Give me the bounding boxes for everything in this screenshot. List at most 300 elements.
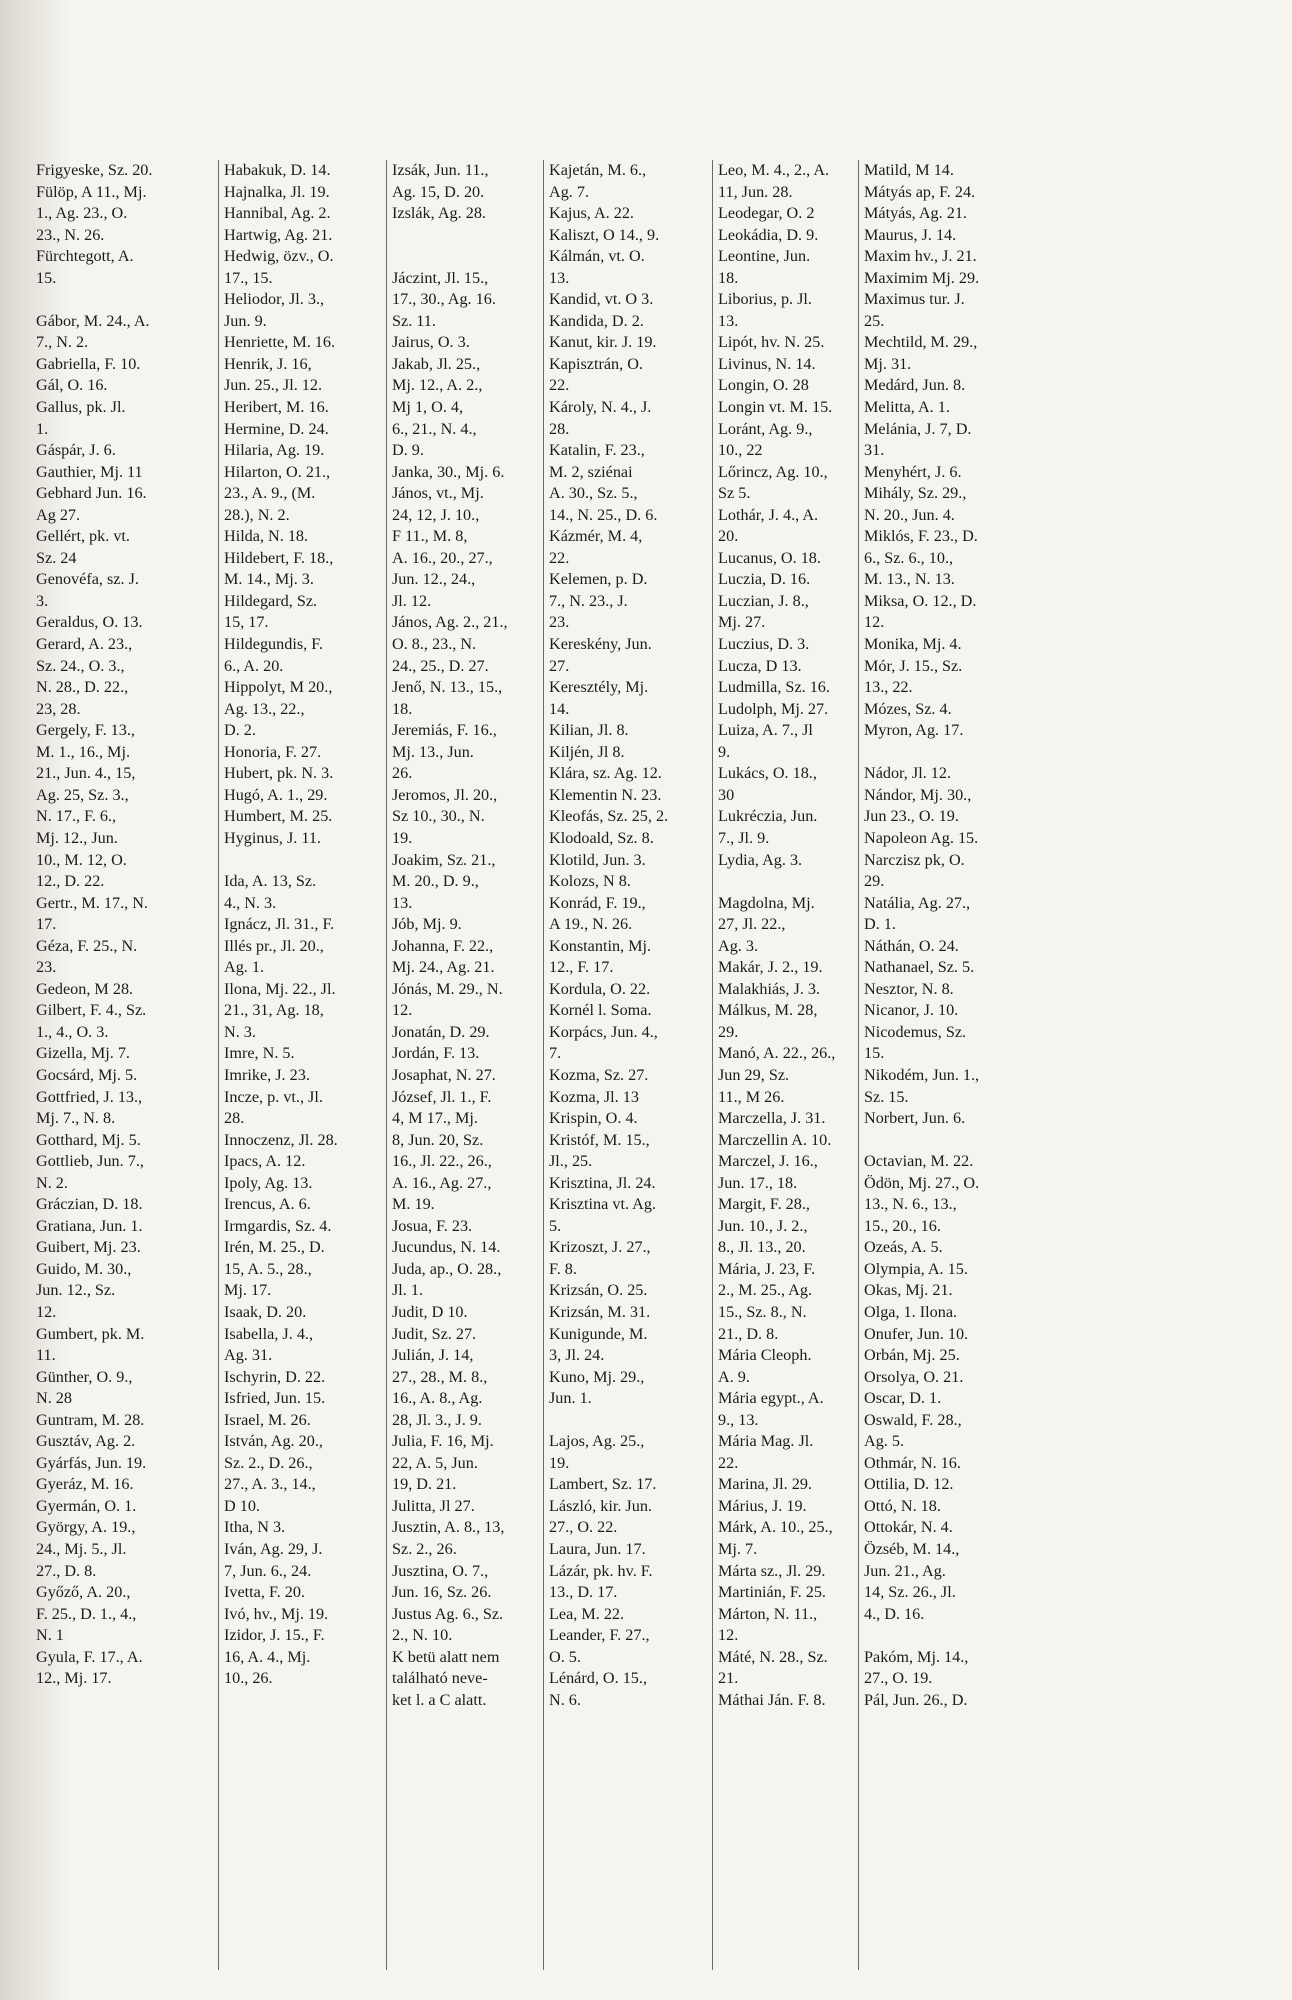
index-entry-line: 24., 25., D. 27. [392, 656, 489, 675]
index-entry-line: Kanut, kir. J. 19. [549, 333, 657, 352]
index-entry-line: N. 2. [36, 1173, 68, 1192]
index-entry-line: Martinián, F. 25. [718, 1583, 826, 1602]
index-entry-line: Sz. 24 [36, 548, 77, 567]
index-entry-line: Manó, A. 22., 26., [718, 1044, 836, 1063]
index-entry-line: Sz 10., 30., N. [392, 807, 485, 826]
index-entry-line: 28. [549, 419, 570, 438]
index-entry-line: Málkus, M. 28, [718, 1001, 818, 1020]
index-entry-line: Israel, M. 26. [224, 1410, 311, 1429]
column-g [36, 160, 212, 1970]
index-entry-line: Gellért, pk. vt. [36, 527, 130, 546]
index-entry-line [864, 742, 1014, 764]
index-entry-line: 23. [36, 958, 57, 977]
index-entry-line: Kálmán, vt. O. [549, 247, 645, 266]
index-entry-line: N. 28., D. 22., [36, 678, 129, 697]
index-entry-line: Natália, Ag. 27., [864, 893, 971, 912]
index-entry-line: Joakim, Sz. 21., [392, 850, 496, 869]
index-entry-line: Sz 5. [718, 484, 751, 503]
index-entry-line: 27., A. 3., 14., [224, 1475, 316, 1494]
index-entry-line: Klementin N. 23. [549, 785, 662, 804]
index-entry-line: 10., M. 12, O. [36, 850, 127, 869]
index-entry-line: N. 17., F. 6., [36, 807, 117, 826]
index-entry-line: Kozma, Jl. 13 [549, 1087, 639, 1106]
index-entry-line: 12., D. 22. [36, 872, 105, 891]
index-entry-line: Mj. 31. [864, 354, 912, 373]
index-entry-line: Kázmér, M. 4, [549, 527, 643, 546]
index-entry-line: Mária Cleoph. [718, 1346, 812, 1365]
index-entry-line: Lajos, Ag. 25., [549, 1432, 645, 1451]
index-entry-line: 3, Jl. 24. [549, 1346, 605, 1365]
index-entry-line: Korpács, Jun. 4., [549, 1022, 658, 1041]
column-divider [386, 160, 387, 1970]
index-entry-line: Ottó, N. 18. [864, 1496, 941, 1515]
index-entry-line: 7., N. 23., J. [549, 591, 628, 610]
index-entry-line: 16, A. 4., Mj. [224, 1647, 311, 1666]
index-entry-line: Gertr., M. 17., N. [36, 893, 148, 912]
index-entry-line: Hartwig, Ag. 21. [224, 225, 333, 244]
index-entry-line: 5. [549, 1216, 562, 1235]
index-entry-line: 10., 22 [718, 441, 763, 460]
index-entry-line: 21., 31, Ag. 18, [224, 1001, 324, 1020]
index-entry-line: Ozeás, A. 5. [864, 1238, 943, 1257]
index-entry-line: Ludolph, Mj. 27. [718, 699, 829, 718]
index-entry-line: Lucanus, O. 18. [718, 548, 821, 567]
index-entry-line: Lázár, pk. hv. F. [549, 1561, 653, 1580]
index-entry-line: Melánia, J. 7, D. [864, 419, 972, 438]
index-entry-line: Ag 27. [36, 505, 81, 524]
index-entry-line: Margit, F. 28., [718, 1195, 810, 1214]
index-entry-line: 13. [549, 268, 570, 287]
index-entry-line: Jun. 12., 24., [392, 570, 476, 589]
index-entry-line: M. 13., N. 13. [864, 570, 955, 589]
index-entry-line: Ag. 1. [224, 958, 265, 977]
index-entry-line: Miklós, F. 23., D. [864, 527, 978, 546]
index-entry-line: Pakóm, Mj. 14., [864, 1647, 969, 1666]
index-entry-line: Gerard, A. 23., [36, 635, 133, 654]
index-entry-line: Isfried, Jun. 15. [224, 1389, 326, 1408]
index-entry-line: Ag. 5. [864, 1432, 905, 1451]
index-entry-line: 6., A. 20. [224, 656, 284, 675]
index-entry-line: Jun 29, Sz. [718, 1065, 790, 1084]
index-entry-line: Menyhért, J. 6. [864, 462, 962, 481]
index-entry-line: Guibert, Mj. 23. [36, 1238, 141, 1257]
index-entry-line: Mj. 7., N. 8. [36, 1109, 116, 1128]
index-entry-line: O. 5. [549, 1647, 581, 1666]
index-entry-line: 23, 28. [36, 699, 81, 718]
index-entry-line: Josaphat, N. 27. [392, 1065, 496, 1084]
index-entry-line: 22. [718, 1453, 739, 1472]
index-entry-line: Kereskény, Jun. [549, 635, 652, 654]
index-entry-line: Sz. 15. [864, 1087, 909, 1106]
index-entry-line: Honoria, F. 27. [224, 742, 322, 761]
index-entry-line: Kandida, D. 2. [549, 311, 644, 330]
index-entry-line: N. 28 [36, 1389, 72, 1408]
index-entry-line: Hubert, pk. N. 3. [224, 764, 334, 783]
index-entry-line: F. 25., D. 1., 4., [36, 1604, 137, 1623]
index-entry-line: Nesztor, N. 8. [864, 979, 954, 998]
index-entry-line: Nathanael, Sz. 5. [864, 958, 975, 977]
index-entry-line: Gottfried, J. 13., [36, 1087, 143, 1106]
index-entry-line: Marczel, J. 16., [718, 1152, 818, 1171]
index-entry-line: Longin, O. 28 [718, 376, 809, 395]
index-entry-line: Incze, p. vt., Jl. [224, 1087, 323, 1106]
index-entry-line: Hilda, N. 18. [224, 527, 309, 546]
index-entry-line: 13. [392, 893, 413, 912]
index-entry-line [864, 1625, 1014, 1647]
index-entry-line: 12. [36, 1302, 57, 1321]
index-entry-line: Jairus, O. 3. [392, 333, 470, 352]
index-entry-line: Mátyás ap, F. 24. [864, 182, 976, 201]
index-entry-line: N. 1 [36, 1626, 64, 1645]
index-entry-line: Marczella, J. 31. [718, 1109, 826, 1128]
index-entry-line: 28. [224, 1109, 245, 1128]
index-entry-line: Gyárfás, Jun. 19. [36, 1453, 147, 1472]
column-h-i [224, 160, 384, 1970]
index-entry-line: 19. [392, 828, 413, 847]
index-entry-line: Kaliszt, O 14., 9. [549, 225, 660, 244]
index-entry-line: 6., Sz. 6., 10., [864, 548, 954, 567]
index-entry-line: Klodoald, Sz. 8. [549, 828, 654, 847]
index-entry-line: 23. [549, 613, 570, 632]
index-entry-line: 12., F. 17. [549, 958, 614, 977]
index-entry-line: A 19., N. 26. [549, 915, 633, 934]
index-entry-line: 16., A. 8., Ag. [392, 1389, 483, 1408]
index-entry-line: Jun. 17., 18. [718, 1173, 798, 1192]
index-entry-line: 6., 21., N. 4., [392, 419, 477, 438]
index-entry-line: Guntram, M. 28. [36, 1410, 145, 1429]
index-entry-line [392, 246, 540, 268]
index-entry-line: Mechtild, M. 29., [864, 333, 978, 352]
index-entry-line: Heliodor, Jl. 3., [224, 290, 325, 309]
index-entry-line: 28, Jl. 3., J. 9. [392, 1410, 482, 1429]
index-entry-line: Lea, M. 22. [549, 1604, 625, 1623]
index-entry-line: Konstantin, Mj. [549, 936, 652, 955]
index-entry-line: Isaak, D. 20. [224, 1302, 307, 1321]
index-entry-line [549, 1410, 709, 1432]
index-entry-line: Lipót, hv. N. 25. [718, 333, 825, 352]
index-entry-line: található neve- [392, 1669, 488, 1688]
index-entry-line: Olga, 1. Ilona. [864, 1302, 958, 1321]
index-entry-line: N. 3. [224, 1022, 256, 1041]
index-entry-line: 15. [864, 1044, 885, 1063]
index-entry-line: 24., Mj. 5., Jl. [36, 1540, 127, 1558]
index-entry-line: Fürchtegott, A. [36, 247, 134, 266]
index-entry-line: Katalin, F. 23., [549, 441, 645, 460]
index-entry-line: Gusztáv, Ag. 2. [36, 1432, 136, 1451]
index-entry-line: Ludmilla, Sz. 16. [718, 678, 830, 697]
index-entry-line: Laura, Jun. 17. [549, 1540, 646, 1558]
index-entry-line: Gocsárd, Mj. 5. [36, 1065, 138, 1084]
index-entry-line: Nándor, Mj. 30., [864, 785, 972, 804]
index-entry-line: 24, 12, J. 10., [392, 505, 480, 524]
index-entry-line: Monika, Mj. 4. [864, 635, 962, 654]
index-entry-line: 27., D. 8. [36, 1561, 97, 1580]
index-entry-line: Kornél l. Soma. [549, 1001, 652, 1020]
index-entry-line: M. 20., D. 9., [392, 872, 479, 891]
index-entry-line: Gumbert, pk. M. [36, 1324, 145, 1343]
index-entry-line: Leokádia, D. 9. [718, 225, 819, 244]
index-entry-line: 15., 20., 16. [864, 1216, 941, 1235]
index-entry-line: Melitta, A. 1. [864, 398, 950, 417]
index-entry-line: Jordán, F. 13. [392, 1044, 480, 1063]
index-entry-line: Kristóf, M. 15., [549, 1130, 650, 1149]
column-m-p [864, 160, 1014, 1970]
index-entry-line: Frigyeske, Sz. 20. [36, 161, 153, 179]
index-entry-line: Iván, Ag. 29, J. [224, 1540, 323, 1558]
index-entry-line: 29. [864, 872, 885, 891]
index-entry-line: Lőrincz, Ag. 10., [718, 462, 828, 481]
index-entry-line: 1., 4., O. 3. [36, 1022, 109, 1041]
name-day-index-page [36, 160, 1262, 1970]
index-entry-line: Oscar, D. 1. [864, 1389, 942, 1408]
index-entry-line: Gál, O. 16. [36, 376, 108, 395]
index-entry-line: Gauthier, Mj. 11 [36, 462, 143, 481]
index-entry-line: Hyginus, J. 11. [224, 828, 321, 847]
index-entry-line: 17., 15. [224, 268, 273, 287]
index-entry-line: Mj. 13., Jun. [392, 742, 474, 761]
index-entry-line: 27, Jl. 22., [718, 915, 786, 934]
index-entry-line: Miksa, O. 12., D. [864, 591, 977, 610]
index-entry-line: Othmár, N. 16. [864, 1453, 961, 1472]
index-entry-line: 31. [864, 441, 885, 460]
index-entry-line: Jun. 25., Jl. 12. [224, 376, 323, 395]
index-entry-line: Máthai Ján. F. 8. [718, 1690, 826, 1709]
index-entry-line: 12. [718, 1626, 739, 1645]
index-entry-line: Lénárd, O. 15., [549, 1669, 647, 1688]
index-entry-line: 7, Jun. 6., 24. [224, 1561, 312, 1580]
index-entry-line: Márk, A. 10., 25., [718, 1518, 833, 1537]
index-entry-line: A. 16., Ag. 27., [392, 1173, 492, 1192]
index-entry-line: Leander, F. 27., [549, 1626, 650, 1645]
index-entry-line: 15, 17. [224, 613, 269, 632]
index-entry-line: Kelemen, p. D. [549, 570, 648, 589]
index-entry-line: Mátyás, Ag. 21. [864, 204, 967, 223]
index-entry-line: Gáspár, J. 6. [36, 441, 116, 460]
index-entry-line: 23., A. 9., (M. [224, 484, 316, 503]
index-entry-line: A. 9. [718, 1367, 750, 1386]
index-entry-line: Isabella, J. 4., [224, 1324, 314, 1343]
index-entry-line: N. 6. [549, 1690, 581, 1709]
index-entry-line: Jeremiás, F. 16., [392, 721, 497, 740]
index-entry-line: 21., Jun. 4., 15, [36, 764, 136, 783]
index-entry-line: László, kir. Jun. [549, 1496, 652, 1515]
index-entry-line: Leo, M. 4., 2., A. [718, 161, 830, 179]
index-entry-line: Gedeon, M 28. [36, 979, 134, 998]
index-entry-line: Livinus, N. 14. [718, 354, 816, 373]
index-entry-line: Ivetta, F. 20. [224, 1583, 305, 1602]
index-entry-line: 1. [36, 419, 49, 438]
index-entry-line: Izslák, Ag. 28. [392, 204, 486, 223]
index-entry-line: Leontine, Jun. [718, 247, 811, 266]
index-entry-line: Jun. 16, Sz. 26. [392, 1583, 492, 1602]
index-entry-line: Johanna, F. 22., [392, 936, 494, 955]
index-entry-line: 18. [718, 268, 739, 287]
index-entry-line: Mária Mag. Jl. [718, 1432, 814, 1451]
index-entry-line: Ischyrin, D. 22. [224, 1367, 326, 1386]
index-entry-line: 30 [718, 785, 735, 804]
index-entry-line: Mór, J. 15., Sz. [864, 656, 963, 675]
index-entry-line: D. 1. [864, 915, 896, 934]
index-entry-line: M. 1., 16., Mj. [36, 742, 130, 761]
index-entry-line: M. 19. [392, 1195, 435, 1214]
index-entry-line: 15., Sz. 8., N. [718, 1302, 807, 1321]
index-entry-line: Gottlieb, Jun. 7., [36, 1152, 144, 1171]
column-divider [543, 160, 544, 1970]
index-entry-line: ket l. a C alatt. [392, 1690, 487, 1709]
index-entry-line: Hippolyt, M 20., [224, 678, 333, 697]
index-entry-line: Hermine, D. 24. [224, 419, 329, 438]
index-entry-line: 21. [718, 1669, 739, 1688]
index-entry-line: Genovéfa, sz. J. [36, 570, 139, 589]
index-entry-line: Keresztély, Mj. [549, 678, 649, 697]
index-entry-line: Nádor, Jl. 12. [864, 764, 952, 783]
index-entry-line: Máté, N. 28., Sz. [718, 1647, 828, 1666]
index-entry-line: 12., Mj. 17. [36, 1669, 112, 1688]
index-entry-line: Mária egypt., A. [718, 1389, 824, 1408]
index-entry-line: István, Ag. 20., [224, 1432, 323, 1451]
index-entry-line: Okas, Mj. 21. [864, 1281, 953, 1300]
index-entry-line: 7., Jl. 9. [718, 828, 770, 847]
index-entry-line: Gotthard, Mj. 5. [36, 1130, 141, 1149]
index-entry-line: Orsolya, O. 21. [864, 1367, 964, 1386]
index-entry-line: Hildegard, Sz. [224, 591, 318, 610]
column-divider [712, 160, 713, 1970]
index-entry-line: Klára, sz. Ag. 12. [549, 764, 662, 783]
index-entry-line: Fülöp, A 11., Mj. [36, 182, 147, 201]
index-entry-line: Jób, Mj. 9. [392, 915, 462, 934]
index-entry-line: Jónás, M. 29., N. [392, 979, 503, 998]
index-entry-line: 11., M 26. [718, 1087, 785, 1106]
index-entry-line: 29. [718, 1022, 739, 1041]
index-entry-line: Judit, D 10. [392, 1302, 468, 1321]
index-entry-line: 9. [718, 742, 731, 761]
index-entry-line: Kolozs, N 8. [549, 872, 631, 891]
index-entry-line: Jun. 1. [549, 1389, 592, 1408]
index-entry-line: Luczian, J. 8., [718, 591, 809, 610]
index-entry-line: Innoczenz, Jl. 28. [224, 1130, 338, 1149]
index-entry-line: Ödön, Mj. 27., O. [864, 1173, 980, 1192]
index-entry-line: Imrike, J. 23. [224, 1065, 310, 1084]
index-entry-line: Gratiana, Jun. 1. [36, 1216, 143, 1235]
index-entry-line: Jusztin, A. 8., 13, [392, 1518, 505, 1537]
index-entry-line: Olympia, A. 15. [864, 1259, 968, 1278]
index-entry-line [36, 289, 212, 311]
index-entry-line: 13., N. 6., 13., [864, 1195, 957, 1214]
index-entry-line: Jun. 12., Sz. [36, 1281, 116, 1300]
index-entry-line: Mihály, Sz. 29., [864, 484, 967, 503]
index-entry-line: Lydia, Ag. 3. [718, 850, 803, 869]
index-entry-line: Hugó, A. 1., 29. [224, 785, 328, 804]
index-entry-line: Mj. 27. [718, 613, 766, 632]
index-entry-line: Gyermán, O. 1. [36, 1496, 137, 1515]
index-entry-line: Makár, J. 2., 19. [718, 958, 823, 977]
index-entry-line: Jun. 9. [224, 311, 267, 330]
index-entry-line: 9., 13. [718, 1410, 759, 1429]
index-entry-line: D. 2. [224, 721, 256, 740]
index-entry-line: Luiza, A. 7., Jl [718, 721, 813, 740]
column-i-j [392, 160, 540, 1970]
index-entry-line: Geraldus, O. 13. [36, 613, 143, 632]
index-entry-line: Gráczian, D. 18. [36, 1195, 143, 1214]
index-entry-line: Matild, M 14. [864, 161, 954, 179]
index-entry-line: Jusztina, O. 7., [392, 1561, 489, 1580]
index-entry-line: Julia, F. 16, Mj. [392, 1432, 494, 1451]
index-entry-line: Ottilia, D. 12. [864, 1475, 954, 1494]
index-entry-line: Károly, N. 4., J. [549, 398, 652, 417]
index-entry-line: A. 16., 20., 27., [392, 548, 493, 567]
index-entry-line: 10., 26. [224, 1669, 273, 1688]
index-entry-line: 25. [864, 311, 885, 330]
index-entry-line: Hildebert, F. 18., [224, 548, 334, 567]
index-entry-line: Onufer, Jun. 10. [864, 1324, 969, 1343]
index-entry-line: 19, D. 21. [392, 1475, 457, 1494]
index-entry-line: Octavian, M. 22. [864, 1152, 974, 1171]
index-entry-line: Itha, N 3. [224, 1518, 286, 1537]
index-entry-line: Ignácz, Jl. 31., F. [224, 915, 335, 934]
index-entry-line: Krizsán, O. 25. [549, 1281, 648, 1300]
index-entry-line: Jucundus, N. 14. [392, 1238, 501, 1257]
index-entry-line: Gabriella, F. 10. [36, 354, 141, 373]
index-entry-line: Henrik, J. 16, [224, 354, 312, 373]
index-entry-line: 12. [392, 1001, 413, 1020]
index-entry-line: Lothár, J. 4., A. [718, 505, 819, 524]
index-entry-line: 14. [549, 699, 570, 718]
index-entry-line: M. 2, sziénai [549, 462, 633, 481]
index-entry-line: 20. [718, 527, 739, 546]
index-entry-line: Malakhiás, J. 3. [718, 979, 821, 998]
index-entry-line: D 10. [224, 1496, 260, 1515]
index-entry-line: Irén, M. 25., D. [224, 1238, 325, 1257]
index-entry-line: Maxim hv., J. 21. [864, 247, 977, 266]
index-entry-line: Kajetán, M. 6., [549, 161, 647, 179]
index-entry-line: Norbert, Jun. 6. [864, 1109, 966, 1128]
index-entry-line: Győző, A. 20., [36, 1583, 131, 1602]
index-entry-line: Henriette, M. 16. [224, 333, 336, 352]
index-entry-line: Maximus tur. J. [864, 290, 965, 309]
index-entry-line: Imre, N. 5. [224, 1044, 295, 1063]
index-entry-line: Jakab, Jl. 25., [392, 354, 481, 373]
index-entry-line: Mj. 24., Ag. 21. [392, 958, 495, 977]
index-entry-line: Lukács, O. 18., [718, 764, 817, 783]
index-entry-line: Kandid, vt. O 3. [549, 290, 654, 309]
index-entry-line: O. 8., 23., N. [392, 635, 477, 654]
index-entry-line: Maximim Mj. 29. [864, 268, 980, 287]
index-entry-line: Guido, M. 30., [36, 1259, 132, 1278]
index-entry-line: 3. [36, 591, 49, 610]
index-entry-line: 11. [36, 1346, 56, 1365]
index-entry-line: Jun. 10., J. 2., [718, 1216, 808, 1235]
index-entry-line: Lambert, Sz. 17. [549, 1475, 657, 1494]
column-divider [218, 160, 219, 1970]
index-entry-line [224, 850, 384, 872]
index-entry-line: 22. [549, 376, 570, 395]
index-entry-line: Ipacs, A. 12. [224, 1152, 306, 1171]
index-entry-line: Gábor, M. 24., A. [36, 311, 150, 330]
index-entry-line: Jun 23., O. 19. [864, 807, 959, 826]
index-entry-line: M. 14., Mj. 3. [224, 570, 314, 589]
index-entry-line: Ag. 31. [224, 1346, 273, 1365]
index-entry-line: 15. [36, 268, 57, 287]
index-entry-line [392, 225, 540, 247]
index-entry-line: 14., N. 25., D. 6. [549, 505, 658, 524]
column-l-m [718, 160, 856, 1970]
index-entry-line: Maurus, J. 14. [864, 225, 957, 244]
index-entry-line: 15, A. 5., 28., [224, 1259, 312, 1278]
index-entry-line: Ag. 13., 22., [224, 699, 305, 718]
index-entry-line: Gergely, F. 13., [36, 721, 135, 740]
index-entry-line: K betü alatt nem [392, 1647, 500, 1666]
index-entry-line: Jl. 12. [392, 591, 432, 610]
